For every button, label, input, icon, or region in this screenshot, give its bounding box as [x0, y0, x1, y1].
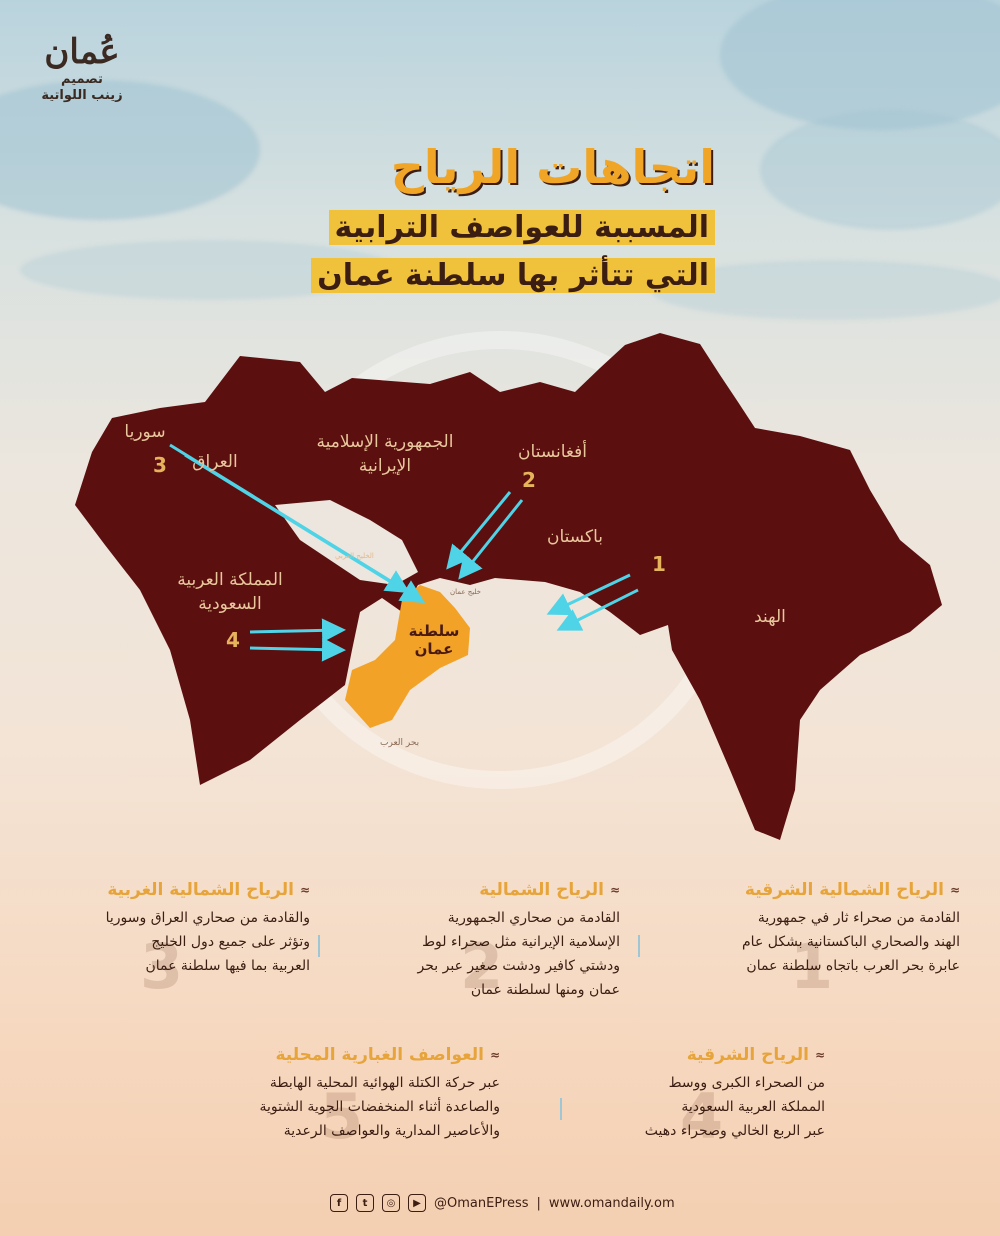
- label-iraq: العراق: [192, 452, 238, 472]
- wind-icon: ≈: [299, 883, 310, 897]
- label-pakistan: باكستان: [547, 527, 603, 547]
- designer-name: زينب اللواتية: [41, 88, 123, 103]
- label-syria: سوريا: [124, 422, 166, 442]
- label-afghanistan: أفغانستان: [518, 442, 587, 462]
- wind-text-line: ودشتي كافير ودشت صغير عبر بحر: [417, 958, 620, 974]
- wind-text-line: القادمة من صحراء ثار في جمهورية: [757, 910, 960, 926]
- wind-block-northeast: [650, 880, 960, 978]
- block-bignum-2: 2: [460, 930, 504, 1003]
- wind-title-local: [170, 1045, 500, 1065]
- wind-title-text: الرياح الشمالية الغربية: [107, 880, 294, 900]
- wind-title-north: [340, 880, 620, 900]
- wind-title-northwest: [20, 880, 310, 900]
- wind-text-line: عمان ومنها لسلطنة عمان: [470, 982, 620, 998]
- wind-title-text: الرياح الشمالية: [479, 880, 604, 900]
- label-arabian-sea: بحر العرب: [380, 738, 420, 748]
- wind-text-line: والأعاصير المدارية والعواصف الرعدية: [283, 1123, 500, 1139]
- wind-title-text: العواصف الغبارية المحلية: [275, 1045, 484, 1065]
- title-line-3-text: التي تتأثر بها سلطنة عمان: [311, 258, 715, 293]
- wind-text-line: عبر الربع الخالي وصحراء دهيث: [644, 1123, 825, 1139]
- wind-title-text: الرياح الشرقية: [686, 1045, 809, 1065]
- wind-title-east: [570, 1045, 825, 1065]
- wind-block-northwest: [20, 880, 310, 978]
- website-link[interactable]: www.omandaily.om: [548, 1195, 675, 1211]
- title-line-1: اتجاهات الرياح: [390, 140, 715, 194]
- wind-block-east: [570, 1045, 825, 1143]
- wind-icon: ≈: [949, 883, 960, 897]
- separator: [318, 935, 320, 957]
- social-handle[interactable]: @OmanEPress: [434, 1195, 529, 1211]
- wind-arrow-e: [250, 648, 340, 650]
- wind-text-line: المملكة العربية السعودية: [681, 1099, 825, 1115]
- wind-title-text: الرياح الشمالية الشرقية: [744, 880, 944, 900]
- label-india: الهند: [754, 607, 786, 627]
- label-iran: الجمهورية الإسلامية الإيرانية: [316, 432, 454, 476]
- block-bignum-1: 1: [790, 930, 834, 1003]
- block-bignum-5: 5: [320, 1080, 364, 1153]
- wind-icon: ≈: [814, 1048, 825, 1062]
- wind-text-line: عبر حركة الكتلة الهوائية المحلية الهابطة: [269, 1075, 500, 1091]
- map-number-1: 1: [652, 552, 666, 576]
- label-arabian-gulf: الخليج العربي: [335, 552, 374, 560]
- wind-text-line: القادمة من صحاري الجمهورية: [447, 910, 620, 926]
- title-line-2-text: المسببة للعواصف الترابية: [329, 210, 715, 245]
- youtube-icon[interactable]: ▶: [408, 1194, 426, 1212]
- wind-text-line: وتؤثر على جميع دول الخليج: [151, 934, 310, 950]
- wind-text-line: من الصحراء الكبرى ووسط: [668, 1075, 825, 1091]
- separator: [638, 935, 640, 957]
- wind-icon: ≈: [609, 883, 620, 897]
- facebook-icon[interactable]: f: [330, 1194, 348, 1212]
- map-number-3: 3: [153, 453, 167, 477]
- block-bignum-4: 4: [680, 1080, 724, 1153]
- wind-text-line: الهند والصحاري الباكستانية بشكل عام: [742, 934, 960, 950]
- wind-text-line: عابرة بحر العرب باتجاه سلطنة عمان: [746, 958, 960, 974]
- footer: [330, 1194, 675, 1212]
- wind-block-north: [340, 880, 620, 1002]
- wind-text-line: والقادمة من صحاري العراق وسوريا: [105, 910, 310, 926]
- separator: [560, 1098, 562, 1120]
- block-bignum-3: 3: [140, 930, 184, 1003]
- wind-text-line: العربية بما فيها سلطنة عمان: [145, 958, 310, 974]
- twitter-icon[interactable]: t: [356, 1194, 374, 1212]
- wind-text-line: الإسلامية الإيرانية مثل صحراء لوط: [422, 934, 620, 950]
- label-oman: سلطنة عمان: [408, 622, 460, 658]
- footer-separator: |: [536, 1195, 541, 1211]
- wind-text-line: والصاعدة أثناء المنخفضات الجوية الشتوية: [259, 1099, 500, 1115]
- logo-mark: عُمان: [44, 32, 120, 72]
- label-gulf-of-oman: خليج عمان: [450, 588, 481, 596]
- wind-title-northeast: [650, 880, 960, 900]
- wind-arrow-e: [250, 630, 340, 632]
- instagram-icon[interactable]: ◎: [382, 1194, 400, 1212]
- wind-icon: ≈: [489, 1048, 500, 1062]
- map-number-4: 4: [226, 628, 240, 652]
- label-saudi: المملكة العربية السعودية: [177, 570, 283, 614]
- design-label: تصميم: [61, 72, 103, 87]
- map-number-2: 2: [522, 468, 536, 492]
- wind-block-local: [170, 1045, 500, 1143]
